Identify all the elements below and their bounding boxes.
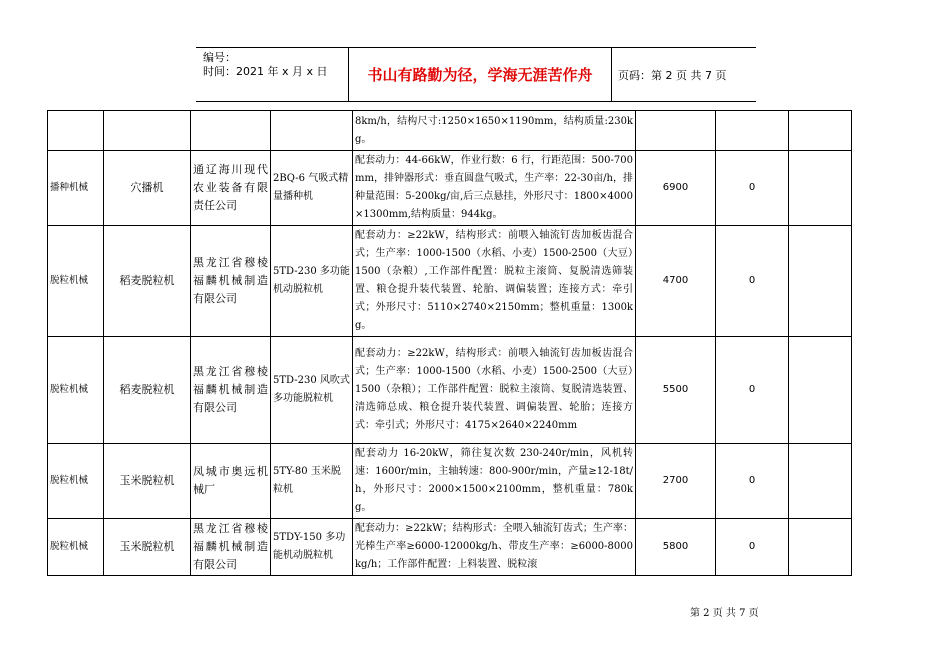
subsidy-cell: 0 [716,226,789,337]
price-cell: 5500 [636,337,716,444]
subsidy-cell: 0 [716,519,789,576]
name-cell: 稻麦脱粒机 [104,337,191,444]
manufacturer-cell: 黑龙江省穆棱福麟机械制造有限公司 [191,226,271,337]
serial-label: 编号： [203,51,236,64]
price-cell [636,111,716,151]
table-row [48,151,852,226]
spec-cell: 配套动力：≥22kW，结构形式：前喂入轴流钉齿加板齿混合式；生产率：1000-1500（水稻、小麦）1500-2500（大豆）1500（杂粮）,工作部件配置：脱粒主滚筒、复脱清选筛装置、粮仓提升装代装置、轮胎、调偏装置；连接方式：牵引式；外形尺寸：5110×2740×2150mm；整机重量：1300kg。 [353,226,636,337]
model-cell: 5TDY-150 多功能机动脱粒机 [271,519,353,576]
spec-cell: 配套动力：44-66kW，作业行数：6 行，行距范围：500-700mm，排钟器形式：垂直圆盘气吸式，生产率：22-30亩/h，排种量范围：5-200kg/亩,后三点悬挂，外形尺寸：1800×4000×1300mm,结构质量：944kg。 [353,151,636,226]
model-cell: 5TY-80 玉米脱粒机 [271,444,353,519]
name-cell [104,111,191,151]
category-cell: 脱粒机械 [48,337,104,444]
name-cell: 玉米脱粒机 [104,519,191,576]
subsidy-cell: 0 [716,444,789,519]
manufacturer-cell: 凤城市奥远机械厂 [191,444,271,519]
manufacturer-cell: 通辽海川现代农业装备有限责任公司 [191,151,271,226]
extra-cell [789,111,852,151]
extra-cell [789,226,852,337]
header-page-number: 页码：第 2 页 共 7 页 [618,68,727,82]
table-row [48,519,852,576]
model-cell: 5TD-230 多功能机动脱粒机 [271,226,353,337]
page-footer: 第 2 页 共 7 页 [690,608,759,619]
extra-cell [789,151,852,226]
table-row [48,444,852,519]
category-cell: 脱粒机械 [48,519,104,576]
model-cell: 5TD-230 风吹式多功能脱粒机 [271,337,353,444]
model-cell: 2BQ-6 气吸式精量播种机 [271,151,353,226]
equipment-table [47,110,852,576]
extra-cell [789,337,852,444]
price-cell: 4700 [636,226,716,337]
manufacturer-cell [191,111,271,151]
name-cell: 玉米脱粒机 [104,444,191,519]
table-row [48,226,852,337]
table-row [48,111,852,151]
spec-cell: 配套动力：≥22kW；结构形式：全喂入轴流钉齿式；生产率：光棒生产率≥6000-12000kg/h、带皮生产率：≥6000-8000kg/h；工作部件配置：上料装置、脱粒滚 [353,519,636,576]
spec-cell: 配套动力 16-20kW，筛往复次数 230-240r/min，风机转速：1600r/min，主轴转速：800-900r/min，产量≥12-18t/h，外形尺寸：2000×1500×2100mm，整机重量：780kg。 [353,444,636,519]
subsidy-cell: 0 [716,151,789,226]
model-cell [271,111,353,151]
category-cell: 脱粒机械 [48,226,104,337]
manufacturer-cell: 黑龙江省穆棱福麟机械制造有限公司 [191,337,271,444]
price-cell: 6900 [636,151,716,226]
price-cell: 5800 [636,519,716,576]
spec-cell: 配套动力：≥22kW，结构形式：前喂入轴流钉齿加板齿混合式；生产率：1000-1500（水稻、小麦）1500-2500（大豆）1500（杂粮）；工作部件配置：脱粒主滚筒、复脱清选装置、清选筛总成、粮仓提升装代装置、调偏装置、轮胎；连接方式：牵引式；外形尺寸：4175×2640×2240mm [353,337,636,444]
time-label: 时间：2021 年 x 月 x 日 [203,65,328,78]
extra-cell [789,444,852,519]
category-cell [48,111,104,151]
table-row [48,337,852,444]
category-cell: 播种机械 [48,151,104,226]
price-cell: 2700 [636,444,716,519]
page-header [196,47,756,102]
category-cell: 脱粒机械 [48,444,104,519]
subsidy-cell [716,111,789,151]
header-meta [196,48,348,101]
header-slogan: 书山有路勤为径，学海无涯苦作舟 [348,48,612,101]
name-cell: 穴播机 [104,151,191,226]
spec-cell: 8km/h，结构尺寸:1250×1650×1190mm，结构质量:230kg。 [353,111,636,151]
manufacturer-cell: 黑龙江省穆棱福麟机械制造有限公司 [191,519,271,576]
subsidy-cell: 0 [716,337,789,444]
name-cell: 稻麦脱粒机 [104,226,191,337]
extra-cell [789,519,852,576]
